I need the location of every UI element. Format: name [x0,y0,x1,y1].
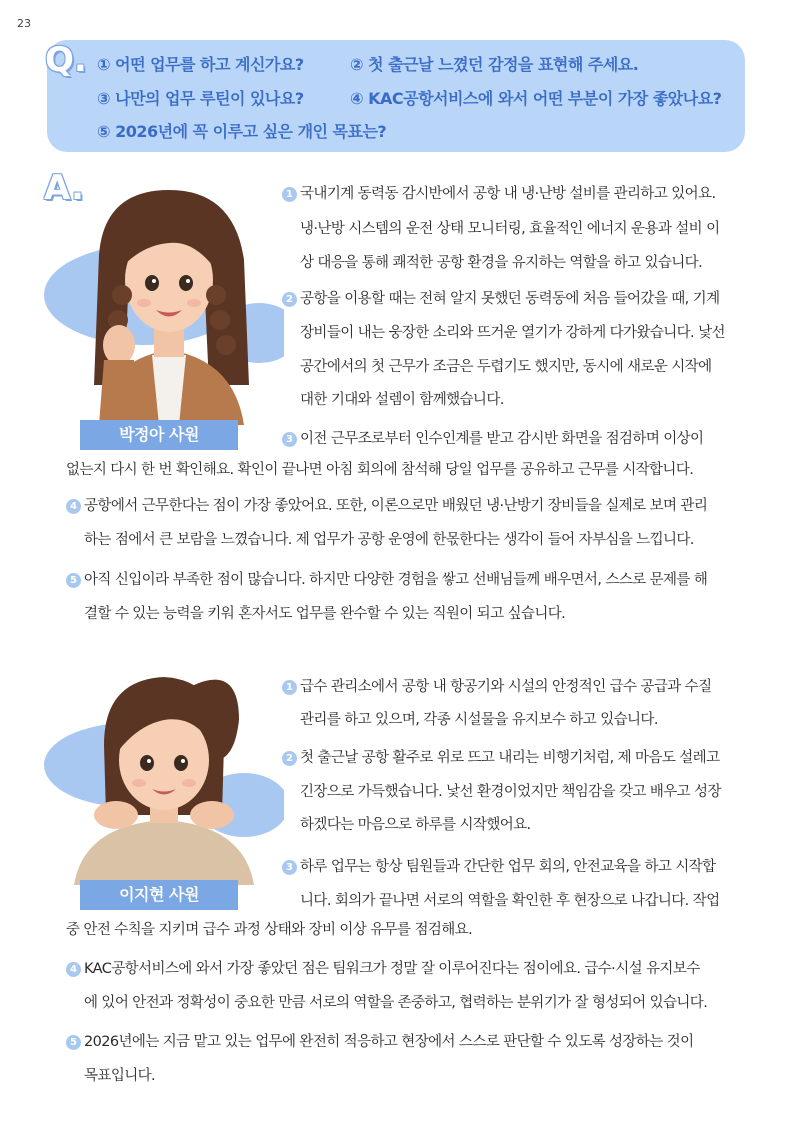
person1-answer2-line1: 2 공항을 이용할 때는 전혀 알지 못했던 동력동에 처음 들어갔을 때, 기계 [282,289,720,309]
number-badge-icon: 5 [66,573,81,588]
person2-answer3-line1: 3 하루 업무는 항상 팀원들과 간단한 업무 회의, 안전교육을 하고 시작합 [282,857,716,877]
answer-marker: A. [44,168,84,208]
number-badge-icon: 1 [282,680,297,695]
person1-answer2-line3: 공간에서의 첫 근무가 조금은 두렵기도 했지만, 동시에 새로운 시작에 [300,359,712,375]
person2-answer5-line1: 5 2026년에는 지금 맡고 있는 업무에 완전히 적응하고 현장에서 스스로 판단할 수 있도록 성장하는 것이 [66,1032,694,1052]
question-marker: Q. [45,40,87,80]
person1-answer2-line2: 장비들이 내는 웅장한 소리와 뜨거운 열기가 강하게 다가왔습니다. 낯선 [300,325,725,341]
number-badge-icon: 4 [66,962,81,977]
person1-answer1-line3: 상 대응을 통해 쾌적한 공항 환경을 유지하는 역할을 하고 있습니다. [300,255,703,271]
question-4: ④ KAC공항서비스에 와서 어떤 부분이 가장 좋았나요? [350,89,722,108]
person2-answer2-line2: 긴장으로 가득했습니다. 낯선 환경이었지만 책임감을 갖고 배우고 성장 [300,784,721,800]
person2-answer1-line1: 1 급수 관리소에서 공항 내 항공기와 시설의 안정적인 급수 공급과 수질 [282,677,711,697]
person1-answer1-line1: 1 국내기계 동력동 감시반에서 공항 내 냉·난방 설비를 관리하고 있어요. [282,184,716,204]
person1-answer1-line2: 냉·난방 시스템의 운전 상태 모니터링, 효율적인 에너지 운용과 설비 이 [300,221,720,237]
question-2: ② 첫 출근날 느꼈던 감정을 표현해 주세요. [350,55,639,74]
number-badge-icon: 1 [282,187,297,202]
person1-answer5-line2: 결할 수 있는 능력을 키워 혼자서도 업무를 완수할 수 있는 직원이 되고 싶습니다. [84,606,566,622]
person1-answer4-line1: 4 공항에서 근무한다는 점이 가장 좋았어요. 또한, 이론으로만 배웠던 냉·난방기 장비들을 실제로 보며 관리 [66,496,707,516]
person2-answer2-line3: 하겠다는 마음으로 하루를 시작했어요. [300,817,531,833]
person2-name-tag: 이지현 사원 [80,880,238,910]
number-badge-icon: 3 [282,432,297,447]
question-5: ⑤ 2026년에 꼭 이루고 싶은 개인 목표는? [97,122,387,141]
person1-answer3-line1: 3 이전 근무조로부터 인수인계를 받고 감시반 화면을 점검하며 이상이 [282,429,703,449]
number-badge-icon: 3 [282,860,297,875]
page-number: 23 [17,17,31,30]
person2-answer2-line1: 2 첫 출근날 공항 활주로 위로 뜨고 내리는 비행기처럼, 제 마음도 설레고 [282,748,720,768]
person2-answer4-line1: 4 KAC공항서비스에 와서 가장 좋았던 점은 팀워크가 정말 잘 이루어진다는 점이에요. 급수·시설 유지보수 [66,959,700,979]
number-badge-icon: 5 [66,1035,81,1050]
person2-answer4-line2: 에 있어 안전과 정확성이 중요한 만큼 서로의 역할을 존중하고, 협력하는 분위기가 잘 형성되어 있습니다. [84,995,708,1011]
person1-answer5-line1: 5 아직 신입이라 부족한 점이 많습니다. 하지만 다양한 경험을 쌓고 선배님들께 배우면서, 스스로 문제를 해 [66,570,707,590]
number-badge-icon: 2 [282,292,297,307]
person1-name-tag: 박정아 사원 [80,420,238,450]
memoji-avatar-curly-hair-icon [44,185,284,425]
question-1: ① 어떤 업무를 하고 계신가요? [97,55,304,74]
person1-answer3-line2: 없는지 다시 한 번 확인해요. 확인이 끝나면 아침 회의에 참석해 당일 업무를 공유하고 근무를 시작합니다. [66,462,694,478]
person2-answer1-line2: 관리를 하고 있으며, 각종 시설물을 유지보수 하고 있습니다. [300,712,658,728]
memoji-avatar-ponytail-icon [44,665,284,885]
person2-answer3-line2: 니다. 회의가 끝나면 서로의 역할을 확인한 후 현장으로 나갑니다. 작업 [300,893,720,909]
number-badge-icon: 4 [66,499,81,514]
person1-answer2-line4: 대한 기대와 설렘이 함께했습니다. [300,392,504,408]
person1-answer4-line2: 하는 점에서 큰 보람을 느꼈습니다. 제 업무가 공항 운영에 한몫한다는 생각이 들어 자부심을 느낍니다. [84,532,694,548]
person2-answer3-line3: 중 안전 수칙을 지키며 급수 과정 상태와 장비 이상 유무를 점검해요. [66,922,473,938]
person2-answer5-line2: 목표입니다. [84,1068,156,1084]
number-badge-icon: 2 [282,751,297,766]
question-3: ③ 나만의 업무 루틴이 있나요? [97,89,304,108]
